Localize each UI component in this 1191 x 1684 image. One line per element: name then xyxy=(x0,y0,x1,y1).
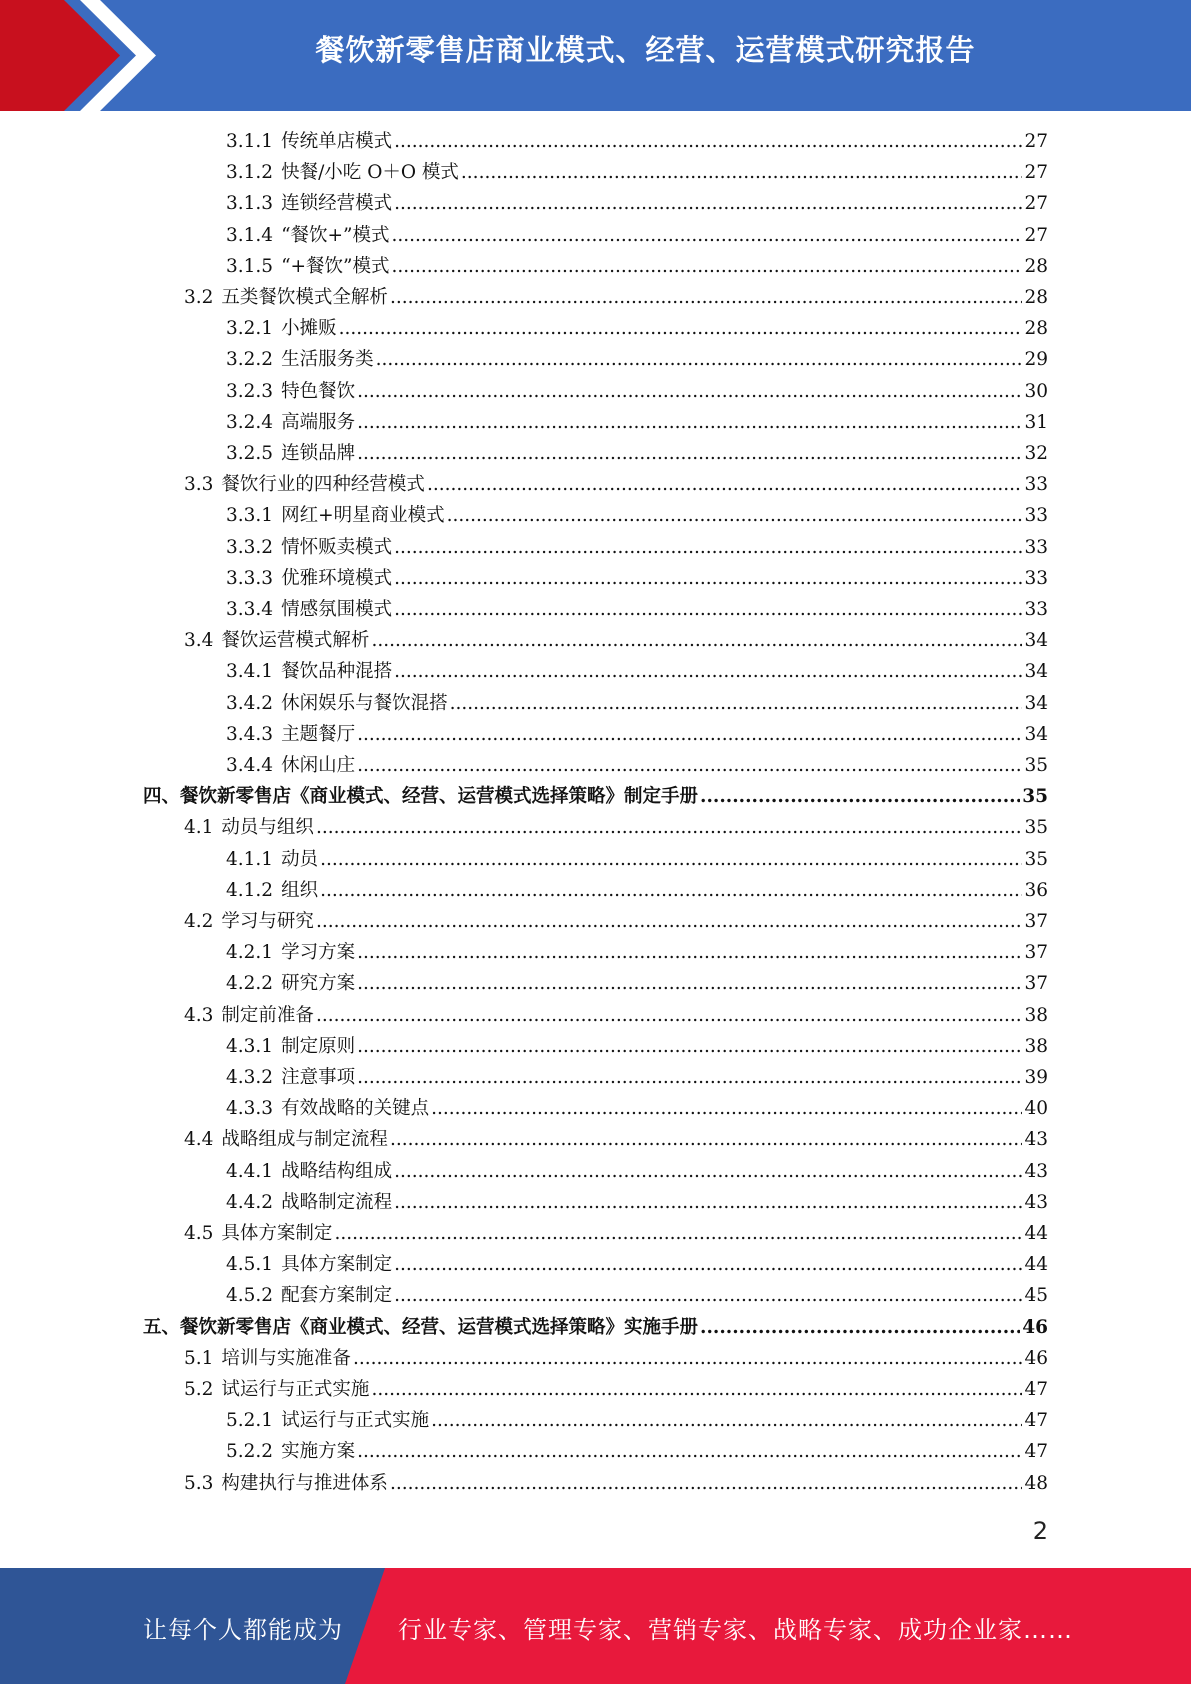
toc-entry-number: 3.4.1 xyxy=(226,661,274,683)
toc-entry-number: 4.4 xyxy=(184,1129,214,1151)
toc-entry-title: 小摊贩 xyxy=(281,318,337,340)
toc-entry-title: 连锁经营模式 xyxy=(281,193,393,215)
toc-entry[interactable] xyxy=(184,469,1048,500)
toc-entry-page: 48 xyxy=(1024,1472,1048,1494)
toc-entry[interactable] xyxy=(226,376,1048,407)
toc-entry[interactable] xyxy=(184,1124,1048,1155)
toc-entry-page: 34 xyxy=(1024,692,1048,714)
toc-entry-page: 37 xyxy=(1024,973,1048,995)
toc-entry-page: 29 xyxy=(1024,349,1048,371)
toc-entry[interactable] xyxy=(226,719,1048,750)
toc-entry-title: 网红+明星商业模式 xyxy=(281,505,445,527)
toc-entry-title: 情感氛围模式 xyxy=(281,599,393,620)
toc-entry-number: 4.2 xyxy=(184,911,214,932)
toc-entry[interactable] xyxy=(184,1468,1048,1499)
toc-dot-leader xyxy=(431,1405,1022,1436)
toc-entry-number: 4.1.2 xyxy=(226,879,274,901)
toc-entry-number: 3.3.1 xyxy=(226,505,274,527)
toc-entry-number: 4.1 xyxy=(184,817,214,839)
toc-entry[interactable] xyxy=(184,1218,1048,1249)
toc-entry[interactable] xyxy=(226,344,1048,375)
toc-entry-number: 5.2.1 xyxy=(226,1410,274,1432)
toc-entry-page: 28 xyxy=(1024,318,1048,340)
toc-entry-number: 3.1.4 xyxy=(226,224,274,246)
toc-dot-leader xyxy=(371,1374,1022,1405)
footer-slogan-left: 让每个人都能成为 xyxy=(143,1616,343,1644)
toc-entry-title: 制定原则 xyxy=(281,1035,356,1057)
toc-dot-leader xyxy=(357,376,1022,407)
toc-entry-title: 特色餐饮 xyxy=(281,380,356,402)
toc-dot-leader xyxy=(394,656,1022,687)
toc-dot-leader xyxy=(357,750,1022,781)
toc-entry[interactable] xyxy=(226,594,1048,625)
toc-entry-number: 3.3 xyxy=(184,474,214,496)
toc-entry-title: 休闲娱乐与餐饮混搭 xyxy=(281,692,448,714)
toc-entry-number: 4.4.2 xyxy=(226,1191,274,1213)
toc-entry-number: 3.3.3 xyxy=(226,567,274,589)
toc-dot-leader xyxy=(339,313,1023,344)
toc-entry[interactable] xyxy=(226,1280,1048,1311)
toc-entry-number: 3.4 xyxy=(184,630,214,652)
toc-entry-number: 4.2.1 xyxy=(226,942,274,964)
toc-entry[interactable] xyxy=(184,1343,1048,1374)
toc-entry[interactable] xyxy=(226,251,1048,282)
toc-entry-title: 传统单店模式 xyxy=(281,131,393,152)
toc-entry-page: 38 xyxy=(1024,1004,1048,1026)
toc-entry-title: 具体方案制定 xyxy=(221,1223,333,1244)
toc-entry-page: 32 xyxy=(1024,443,1048,464)
toc-entry-page: 33 xyxy=(1024,474,1048,496)
page-footer xyxy=(0,1568,1191,1684)
page-header xyxy=(0,0,1191,111)
page-number: 2 xyxy=(1032,1517,1048,1545)
toc-entry[interactable] xyxy=(226,1156,1048,1187)
toc-entry-page: 46 xyxy=(1022,1316,1048,1338)
toc-dot-leader xyxy=(357,1436,1022,1467)
toc-entry-title: “餐饮+”模式 xyxy=(281,224,390,246)
toc-entry-title: 五类餐饮模式全解析 xyxy=(221,287,388,308)
toc-entry[interactable] xyxy=(226,750,1048,781)
toc-entry-page: 39 xyxy=(1024,1067,1048,1088)
toc-entry-number: 5.1 xyxy=(184,1347,214,1369)
toc-entry-page: 36 xyxy=(1024,879,1048,901)
toc-entry-title: 试运行与正式实施 xyxy=(281,1410,430,1432)
toc-entry-page: 43 xyxy=(1024,1160,1048,1182)
toc-entry-number: 3.2 xyxy=(184,287,214,308)
toc-entry[interactable] xyxy=(226,968,1048,999)
toc-entry-page: 40 xyxy=(1024,1098,1048,1120)
toc-entry-number: 4.3.1 xyxy=(226,1035,274,1057)
toc-dot-leader xyxy=(376,344,1023,375)
toc-entry[interactable] xyxy=(226,1031,1048,1062)
toc-dot-leader xyxy=(320,875,1022,906)
toc-entry-page: 27 xyxy=(1024,193,1048,215)
toc-entry[interactable] xyxy=(226,1436,1048,1467)
toc-entry[interactable] xyxy=(226,500,1048,531)
toc-dot-leader xyxy=(357,968,1022,999)
toc-dot-leader xyxy=(394,1249,1022,1280)
toc-dot-leader xyxy=(447,500,1023,531)
toc-entry[interactable] xyxy=(184,1000,1048,1031)
toc-entry[interactable] xyxy=(226,1062,1048,1093)
toc-entry-page: 45 xyxy=(1024,1285,1048,1307)
toc-entry[interactable] xyxy=(226,844,1048,875)
toc-entry[interactable] xyxy=(184,1374,1048,1405)
toc-dot-leader xyxy=(394,563,1022,594)
toc-entry-page: 31 xyxy=(1024,411,1048,433)
toc-entry-number: 4.1.1 xyxy=(226,848,274,870)
toc-dot-leader xyxy=(390,1468,1023,1499)
toc-entry-page: 43 xyxy=(1024,1191,1048,1213)
toc-entry-page: 28 xyxy=(1024,255,1048,277)
toc-dot-leader xyxy=(390,282,1023,313)
toc-entry[interactable] xyxy=(143,781,1048,812)
toc-entry-page: 34 xyxy=(1024,661,1048,683)
toc-entry-title: 具体方案制定 xyxy=(281,1254,393,1276)
toc-dot-leader xyxy=(394,126,1022,157)
toc-dot-leader xyxy=(394,188,1022,219)
toc-entry-number: 四、 xyxy=(143,786,181,808)
toc-dot-leader xyxy=(316,906,1023,937)
toc-dot-leader xyxy=(431,1093,1022,1124)
toc-entry-number: 3.2.4 xyxy=(226,411,274,433)
header-title: 餐饮新零售店商业模式、经营、运营模式研究报告 xyxy=(315,33,976,67)
toc-dot-leader xyxy=(394,594,1022,625)
toc-dot-leader xyxy=(461,157,1023,188)
toc-entry-title: 快餐/小吃 O＋O 模式 xyxy=(281,162,459,184)
toc-entry-page: 27 xyxy=(1024,162,1048,184)
toc-entry-title: 组织 xyxy=(281,879,319,901)
toc-entry-title: 生活服务类 xyxy=(281,349,374,371)
toc-entry[interactable] xyxy=(226,1249,1048,1280)
toc-entry-page: 37 xyxy=(1024,911,1048,932)
toc-entry-number: 3.3.2 xyxy=(226,536,274,558)
toc-entry-number: 4.3.3 xyxy=(226,1098,274,1120)
toc-entry-page: 44 xyxy=(1024,1223,1048,1244)
toc-dot-leader xyxy=(427,469,1023,500)
toc-entry-title: 学习方案 xyxy=(281,942,356,964)
toc-entry-title: 战略结构组成 xyxy=(281,1160,393,1182)
toc-entry-title: 制定前准备 xyxy=(221,1004,314,1026)
toc-dot-leader xyxy=(357,407,1022,438)
toc-entry-number: 4.2.2 xyxy=(226,973,274,995)
toc-dot-leader xyxy=(357,1062,1022,1093)
toc-entry-number: 3.2.3 xyxy=(226,380,274,402)
toc-entry-page: 37 xyxy=(1024,942,1048,964)
toc-entry-page: 35 xyxy=(1024,817,1048,839)
toc-entry[interactable] xyxy=(143,1312,1048,1343)
toc-entry-number: 4.5 xyxy=(184,1223,214,1244)
toc-entry-title: 优雅环境模式 xyxy=(281,567,393,589)
toc-entry-number: 4.3 xyxy=(184,1004,214,1026)
toc-entry-page: 33 xyxy=(1024,536,1048,558)
toc-entry-title: 主题餐厅 xyxy=(281,723,356,745)
toc-entry-title: 研究方案 xyxy=(281,973,356,995)
toc-entry-number: 3.2.1 xyxy=(226,318,274,340)
toc-entry-page: 33 xyxy=(1024,599,1048,620)
toc-entry-number: 五、 xyxy=(143,1316,181,1338)
toc-entry-page: 27 xyxy=(1024,224,1048,246)
toc-entry[interactable] xyxy=(226,937,1048,968)
toc-entry[interactable] xyxy=(184,812,1048,843)
toc-entry-number: 3.4.3 xyxy=(226,723,274,745)
toc-entry-page: 34 xyxy=(1024,723,1048,745)
toc-entry-number: 3.1.3 xyxy=(226,193,274,215)
toc-entry-title: 实施方案 xyxy=(281,1441,356,1463)
toc-dot-leader xyxy=(394,1280,1022,1311)
toc-dot-leader xyxy=(700,1312,1020,1343)
footer-slogan-right: 行业专家、管理专家、营销专家、战略专家、成功企业家…… xyxy=(398,1616,1073,1644)
toc-entry-page: 35 xyxy=(1022,786,1048,808)
toc-entry-page: 47 xyxy=(1024,1441,1048,1463)
toc-entry-number: 4.3.2 xyxy=(226,1067,274,1088)
toc-entry-number: 5.2.2 xyxy=(226,1441,274,1463)
toc-entry[interactable] xyxy=(226,656,1048,687)
toc-entry[interactable] xyxy=(184,625,1048,656)
toc-entry[interactable] xyxy=(226,1405,1048,1436)
toc-dot-leader xyxy=(357,438,1022,469)
toc-entry-number: 4.5.2 xyxy=(226,1285,274,1307)
toc-entry-number: 3.4.2 xyxy=(226,692,274,714)
toc-entry-title: 动员 xyxy=(281,848,319,870)
toc-entry[interactable] xyxy=(226,1093,1048,1124)
toc-entry-page: 33 xyxy=(1024,567,1048,589)
toc-entry-title: 构建执行与推进体系 xyxy=(221,1472,388,1494)
toc-entry[interactable] xyxy=(226,688,1048,719)
toc-entry[interactable] xyxy=(226,126,1048,157)
toc-entry[interactable] xyxy=(184,906,1048,937)
toc-entry-title: 情怀贩卖模式 xyxy=(281,536,393,558)
toc-dot-leader xyxy=(394,1187,1022,1218)
toc-entry[interactable] xyxy=(226,220,1048,251)
toc-entry-title: 动员与组织 xyxy=(221,817,314,839)
toc-entry-title: 连锁品牌 xyxy=(281,443,356,464)
toc-entry-title: 餐饮新零售店《商业模式、经营、运营模式选择策略》制定手册 xyxy=(180,786,699,808)
toc-dot-leader xyxy=(316,812,1023,843)
toc-entry-page: 44 xyxy=(1024,1254,1048,1276)
toc-entry-number: 3.2.5 xyxy=(226,443,274,464)
toc-entry[interactable] xyxy=(226,532,1048,563)
toc-entry-page: 47 xyxy=(1024,1410,1048,1432)
toc-entry-number: 4.4.1 xyxy=(226,1160,274,1182)
toc-entry-title: 餐饮运营模式解析 xyxy=(221,630,370,652)
toc-entry-page: 47 xyxy=(1024,1379,1048,1400)
toc-dot-leader xyxy=(392,251,1023,282)
toc-entry-title: 有效战略的关键点 xyxy=(281,1098,430,1120)
toc-entry-number: 4.5.1 xyxy=(226,1254,274,1276)
toc-entry[interactable] xyxy=(226,1187,1048,1218)
toc-entry-title: 战略组成与制定流程 xyxy=(221,1129,388,1151)
toc-entry-title: 餐饮行业的四种经营模式 xyxy=(221,474,425,496)
toc-entry[interactable] xyxy=(226,563,1048,594)
toc-entry-number: 3.2.2 xyxy=(226,349,274,371)
toc-entry-page: 34 xyxy=(1024,630,1048,652)
toc-entry-number: 3.1.5 xyxy=(226,255,274,277)
toc-entry-page: 28 xyxy=(1024,287,1048,308)
toc-entry-title: 配套方案制定 xyxy=(281,1285,393,1307)
toc-dot-leader xyxy=(371,625,1022,656)
toc-entry-title: 战略制定流程 xyxy=(281,1191,393,1213)
toc-entry[interactable] xyxy=(184,282,1048,313)
toc-entry-number: 3.1.2 xyxy=(226,162,274,184)
toc-dot-leader xyxy=(320,844,1022,875)
toc-entry-page: 33 xyxy=(1024,505,1048,527)
toc-dot-leader xyxy=(700,781,1020,812)
toc-entry-title: 高端服务 xyxy=(281,411,356,433)
toc-dot-leader xyxy=(394,1156,1022,1187)
toc-dot-leader xyxy=(357,937,1022,968)
toc-dot-leader xyxy=(316,1000,1023,1031)
toc-dot-leader xyxy=(353,1343,1023,1374)
toc-entry-title: “+餐饮”模式 xyxy=(281,255,390,277)
toc-dot-leader xyxy=(357,719,1022,750)
toc-entry-number: 5.3 xyxy=(184,1472,214,1494)
toc-entry-page: 46 xyxy=(1024,1347,1048,1369)
toc-dot-leader xyxy=(357,1031,1022,1062)
toc-entry-title: 培训与实施准备 xyxy=(221,1347,351,1369)
toc-entry-title: 试运行与正式实施 xyxy=(221,1379,370,1400)
toc-entry[interactable] xyxy=(226,407,1048,438)
toc-entry-page: 30 xyxy=(1024,380,1048,402)
toc-entry-number: 3.4.4 xyxy=(226,755,274,776)
toc-dot-leader xyxy=(334,1218,1022,1249)
toc-entry[interactable] xyxy=(226,157,1048,188)
toc-entry-number: 3.1.1 xyxy=(226,131,274,152)
toc-entry-number: 3.3.4 xyxy=(226,599,274,620)
toc-entry[interactable] xyxy=(226,313,1048,344)
toc-entry-title: 学习与研究 xyxy=(221,911,314,932)
toc-entry-number: 5.2 xyxy=(184,1379,214,1400)
toc-dot-leader xyxy=(394,532,1022,563)
toc-entry[interactable] xyxy=(226,875,1048,906)
toc-entry-title: 餐饮品种混搭 xyxy=(281,661,393,683)
toc-entry-page: 43 xyxy=(1024,1129,1048,1151)
toc-entry-page: 35 xyxy=(1024,848,1048,870)
toc-entry[interactable] xyxy=(226,438,1048,469)
toc-dot-leader xyxy=(450,688,1023,719)
toc-entry-page: 35 xyxy=(1024,755,1048,776)
toc-entry-title: 注意事项 xyxy=(281,1067,356,1088)
toc-entry[interactable] xyxy=(226,188,1048,219)
toc-entry-title: 餐饮新零售店《商业模式、经营、运营模式选择策略》实施手册 xyxy=(180,1316,699,1338)
toc-dot-leader xyxy=(390,1124,1023,1155)
toc-entry-title: 休闲山庄 xyxy=(281,755,356,776)
toc-entry-page: 27 xyxy=(1024,131,1048,152)
toc-entry-page: 38 xyxy=(1024,1035,1048,1057)
toc-dot-leader xyxy=(392,220,1023,251)
